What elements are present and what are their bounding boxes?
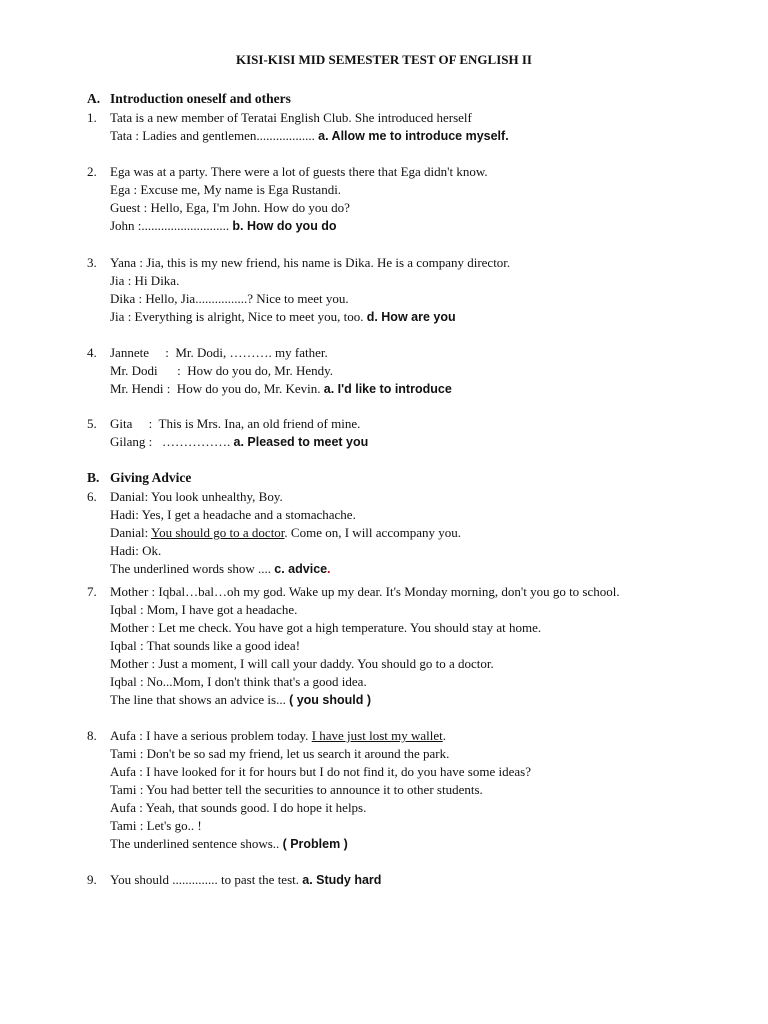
line: Ega : Excuse me, My name is Ega Rustandi. xyxy=(110,182,342,197)
line: You should .............. to past the test. xyxy=(110,872,303,887)
section-letter: B. xyxy=(87,470,100,485)
line: Gita : This is Mrs. Ina, an old friend of mine. xyxy=(110,416,361,431)
line: Dika : Hello, Jia................? Nice to meet you. xyxy=(110,291,349,306)
question-number: 3. xyxy=(87,255,97,270)
section-letter: A. xyxy=(87,91,101,106)
line: John :........................... xyxy=(110,218,233,233)
answer: ( you should ) xyxy=(289,693,372,707)
line: Iqbal : Mom, I have got a headache. xyxy=(110,602,298,617)
line: Aufa : I have a serious problem today. xyxy=(110,728,312,743)
question-number: 5. xyxy=(87,416,97,431)
line: . xyxy=(442,728,446,743)
question-3 xyxy=(87,254,727,326)
line: Danial: You look unhealthy, Boy. xyxy=(110,489,283,504)
question-2 xyxy=(87,163,727,235)
line: Ega was at a party. There were a lot of guests there that Ega didn't know. xyxy=(110,164,488,179)
question-1 xyxy=(87,109,727,145)
line: . Come on, I will accompany you. xyxy=(284,525,461,540)
line: Danial: xyxy=(110,525,152,540)
answer: a. Allow me to introduce myself. xyxy=(318,129,509,143)
answer-period: . xyxy=(327,561,331,576)
line: Mother : Just a moment, I will call your daddy. You should go to a doctor. xyxy=(110,656,494,671)
line: Tami : Let's go.. ! xyxy=(110,818,202,833)
question-8 xyxy=(87,727,727,853)
underlined-phrase: You should go to a doctor xyxy=(151,525,285,540)
answer: a. I'd like to introduce xyxy=(323,382,452,396)
answer: ( Problem ) xyxy=(282,837,348,851)
line: Aufa : Yeah, that sounds good. I do hope it helps. xyxy=(110,800,367,815)
line: Hadi: Yes, I get a headache and a stomachache. xyxy=(110,507,356,522)
line: Yana : Jia, this is my new friend, his name is Dika. He is a company director. xyxy=(110,255,511,270)
question-number: 4. xyxy=(87,345,97,360)
line: Jia : Everything is alright, Nice to meet you, too. xyxy=(110,309,367,324)
question-number: 8. xyxy=(87,728,97,743)
line: Gilang : ……………. xyxy=(110,434,234,449)
line: Tami : Don't be so sad my friend, let us search it around the park. xyxy=(110,746,450,761)
line: Iqbal : That sounds like a good idea! xyxy=(110,638,301,653)
question-7 xyxy=(87,583,727,709)
question-number: 1. xyxy=(87,110,97,125)
line: Jannete : Mr. Dodi, ………. my father. xyxy=(110,345,328,360)
section-title: Giving Advice xyxy=(110,470,192,485)
answer: a. Pleased to meet you xyxy=(233,435,369,449)
question-9 xyxy=(87,871,727,889)
question-6 xyxy=(87,488,727,578)
answer: c. advice xyxy=(274,562,328,576)
line: Aufa : I have looked for it for hours but I do not find it, do you have some ideas? xyxy=(110,764,531,779)
underlined-phrase: I have just lost my wallet xyxy=(311,728,443,743)
answer: a. Study hard xyxy=(302,873,382,887)
line: Mr. Hendi : How do you do, Mr. Kevin. xyxy=(110,381,324,396)
line: The underlined words show .... xyxy=(110,561,275,576)
page-title: KISI-KISI MID SEMESTER TEST OF ENGLISH II xyxy=(236,52,532,67)
line: Hadi: Ok. xyxy=(110,543,162,558)
question-4 xyxy=(87,344,727,398)
question-number: 6. xyxy=(87,489,97,504)
line: Tata is a new member of Teratai English Club. She introduced herself xyxy=(110,110,472,125)
line: Tami : You had better tell the securities to announce it to other students. xyxy=(110,782,483,797)
line: Mr. Dodi : How do you do, Mr. Hendy. xyxy=(110,363,334,378)
line: Guest : Hello, Ega, I'm John. How do you do? xyxy=(110,200,350,215)
question-number: 2. xyxy=(87,164,97,179)
line: Iqbal : No...Mom, I don't think that's a good idea. xyxy=(110,674,367,689)
answer: d. How are you xyxy=(366,310,456,324)
question-number: 9. xyxy=(87,872,97,887)
section-title: Introduction oneself and others xyxy=(110,91,291,106)
line: Mother : Let me check. You have got a high temperature. You should stay at home. xyxy=(110,620,542,635)
question-number: 7. xyxy=(87,584,97,599)
line: Mother : Iqbal…bal…oh my god. Wake up my dear. It's Monday morning, don't you go to school. xyxy=(110,584,620,599)
question-5 xyxy=(87,415,727,451)
line: Tata : Ladies and gentlemen.................. xyxy=(110,128,319,143)
section-b-heading xyxy=(87,470,191,486)
section-a-heading xyxy=(87,91,291,107)
line: The line that shows an advice is... xyxy=(110,692,290,707)
answer: b. How do you do xyxy=(232,219,337,233)
line: The underlined sentence shows.. xyxy=(110,836,283,851)
line: Jia : Hi Dika. xyxy=(110,273,180,288)
